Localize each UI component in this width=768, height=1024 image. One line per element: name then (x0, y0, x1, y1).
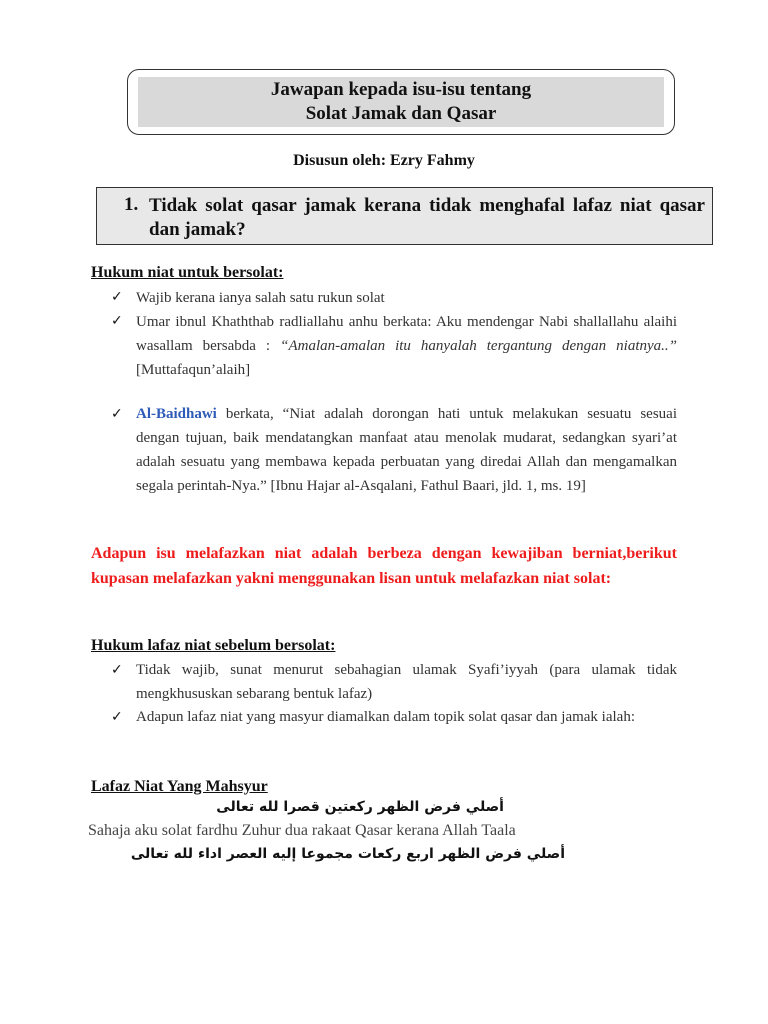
section-heading-hukum-lafaz: Hukum lafaz niat sebelum bersolat: (91, 637, 336, 654)
list-item-wajib: Wajib kerana ianya salah satu rukun solat (136, 290, 385, 306)
scholar-name: Al-Baidhawi (136, 406, 217, 422)
check-mark-icon: ✓ (111, 709, 123, 725)
translation-zuhur-qasar: Sahaja aku solat fardhu Zuhur dua rakaat Qasar kerana Allah Taala (88, 822, 516, 839)
check-mark-icon: ✓ (111, 406, 123, 422)
document-title-line-1: Jawapan kepada isu-isu tentang (270, 79, 532, 100)
question-number: 1. (124, 194, 139, 215)
check-mark-icon: ✓ (111, 289, 123, 305)
highlighted-paragraph: Adapun isu melafazkan niat adalah berbeza dengan kewajiban berniat,berikut kupasan melafazkan yakni menggunakan lisan untuk melafazkan niat solat: (91, 545, 677, 587)
list-item-adapun-lafaz: Adapun lafaz niat yang masyur diamalkan dalam topik solat qasar dan jamak ialah: (136, 709, 635, 725)
question-box (96, 187, 713, 245)
check-mark-icon: ✓ (111, 662, 123, 678)
hadith-source: [Muttafaqun’alaih] (136, 362, 251, 378)
hadith-quote: “Amalan-amalan itu hanyalah tergantung dengan niatnya..” (280, 338, 677, 354)
title-box (127, 69, 675, 135)
title-background (138, 77, 664, 127)
list-item-umar-hadith (136, 310, 677, 382)
hadith-intro: Umar ibnul Khaththab radliallahu anhu berkata: Aku mendengar Nabi shallallahu alaihi wasallam bersabda : (136, 314, 677, 354)
list-item-tidak-wajib: Tidak wajib, sunat menurut sebahagian ulamak Syafi’iyyah (para ulamak tidak mengkhususkan sebarang bentuk lafaz) (136, 662, 677, 702)
section-heading-lafaz-niat: Lafaz Niat Yang Mahsyur (91, 778, 268, 795)
question-text: Tidak solat qasar jamak kerana tidak menghafal lafaz niat qasar dan jamak? (149, 195, 705, 240)
arabic-niat-zuhur-jamak: أصلي فرض الظهر اربع ركعات مجموعا إليه العصر اداء لله تعالى (130, 846, 565, 862)
section-heading-hukum-niat: Hukum niat untuk bersolat: (91, 264, 284, 281)
arabic-niat-zuhur-qasar: أصلي فرض الظهر ركعتين قصرا لله تعالى (216, 799, 504, 815)
list-item-al-baidhawi (136, 402, 677, 498)
scholar-quote: berkata, “Niat adalah dorongan hati untuk melakukan sesuatu sesuai dengan tujuan, baik mendatangkan manfaat atau menolak mudarat, sedangkan syari’at adalah sesuatu yang membawa kepada perbuatan yang diredai Allah dan mengamalkan segala perintah-Nya.” [Ibnu Hajar al-Asqalani, Fathul Baari, jld. 1, ms. 19] (136, 406, 677, 494)
author-line: Disusun oleh: Ezry Fahmy (293, 152, 475, 169)
check-mark-icon: ✓ (111, 313, 123, 329)
document-title-line-2: Solat Jamak dan Qasar (305, 103, 497, 124)
